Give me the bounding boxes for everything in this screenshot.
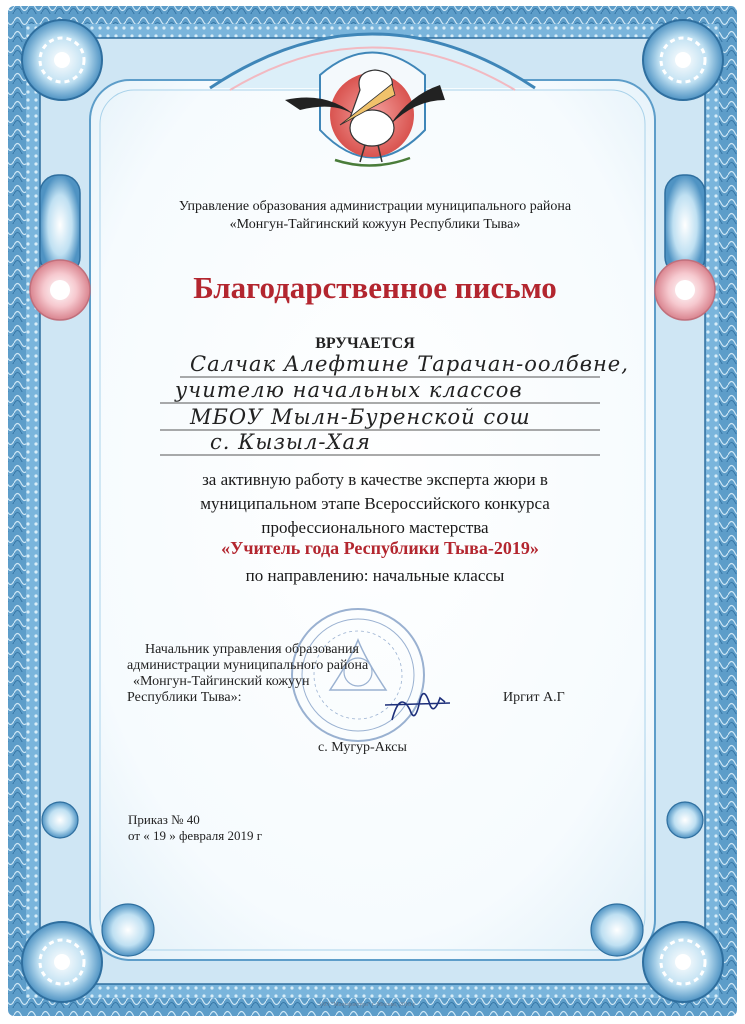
recipient-line-1: Салчак Алефтине Тарачан-оолбвне, [190, 352, 629, 376]
body-line-2: муниципальном этапе Всероссийского конкурса [200, 494, 550, 513]
issuer-line-2: «Монгун-Тайгинский кожуун Республики Тыва» [229, 217, 521, 232]
signatory-line-1: Начальник управления образования [145, 642, 359, 657]
awarded-label: ВРУЧАЕТСЯ [315, 335, 415, 352]
recipient-line-2: учителю начальных классов [175, 378, 523, 402]
place-name: с. Мугур-Аксы [318, 740, 407, 755]
order-number: Приказ № 40 [128, 812, 200, 827]
certificate-title: Благодарственное письмо [193, 270, 557, 305]
signatory-line-3: «Монгун-Тайгинский кожуун [133, 674, 310, 689]
print-mark: ЗАО "Мануфактура" г. Москва, 2018 г. [318, 1002, 416, 1008]
recipient-line-3: МБОУ Мылн-Буренской сош [190, 405, 531, 429]
body-line-1: за активную работу в качестве эксперта жюри в [202, 470, 548, 489]
corner-rosette-top-right-icon [643, 20, 723, 100]
signatory-line-2: администрации муниципального района [127, 658, 369, 673]
signatory-name: Иргит А.Г [503, 690, 565, 705]
contest-name: «Учитель года Республики Тыва-2019» [221, 538, 539, 558]
signatory-line-4: Республики Тыва»: [127, 690, 242, 705]
corner-rosette-bottom-left-icon [22, 922, 102, 1002]
issuer-line-1: Управление образования администрации муниципального района [178, 199, 572, 214]
issuer-header [170, 198, 580, 234]
body-line-5: по направлению: начальные классы [245, 566, 505, 585]
corner-rosette-top-left-icon [22, 20, 102, 100]
corner-rosette-bottom-right-icon [643, 922, 723, 1002]
recipient-line-4: с. Кызыл-Хая [210, 430, 371, 454]
order-date: от « 19 » февраля 2019 г [128, 828, 263, 843]
body-line-3: профессионального мастерства [261, 518, 489, 537]
